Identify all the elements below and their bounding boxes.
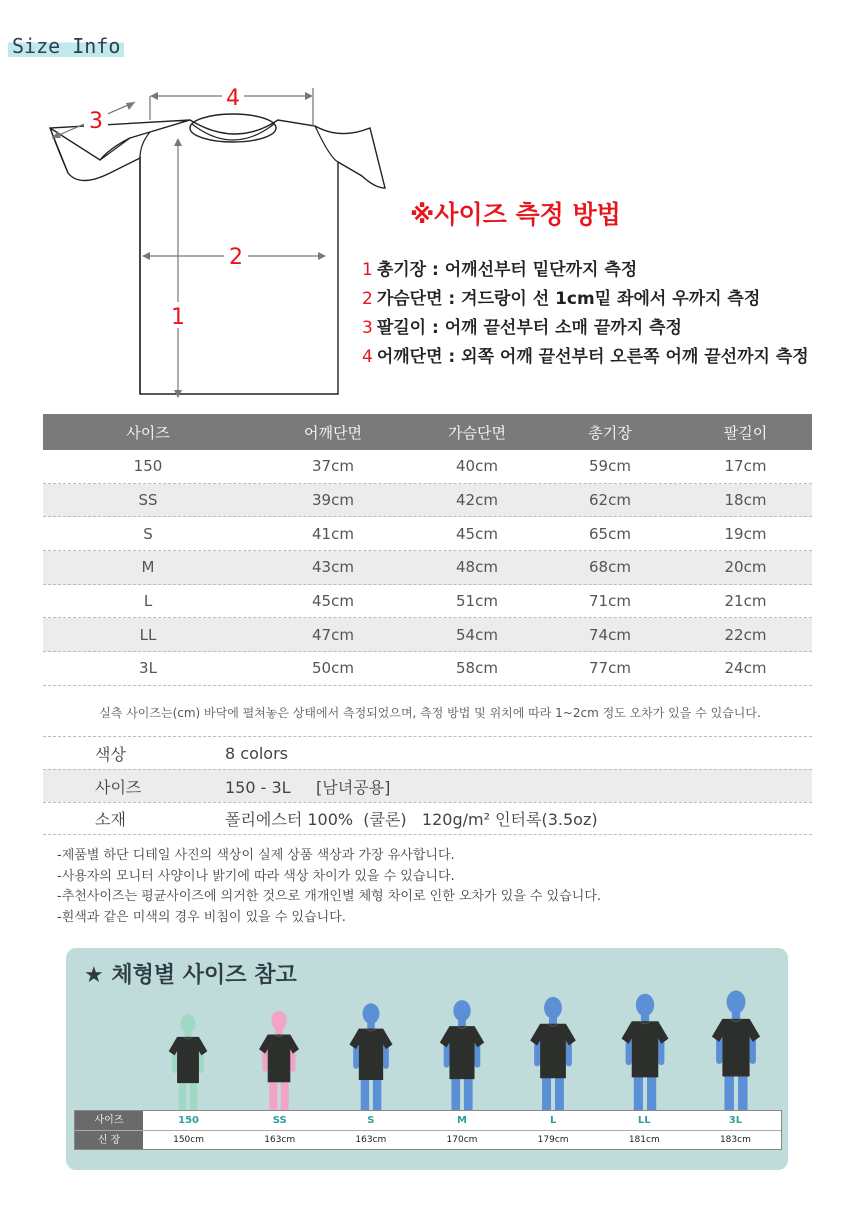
table-cell: 62cm bbox=[589, 491, 631, 510]
method-item: 3 팔길이 : 어깨 끝선부터 소매 끝까지 측정 bbox=[362, 318, 682, 338]
height-row: 신 장 150cm 163cm 163cm 170cm 179cm 181cm 183cm bbox=[75, 1130, 781, 1149]
table-cell: 45cm bbox=[456, 524, 498, 543]
body-figure bbox=[336, 990, 406, 1110]
measure-label-2: 2 bbox=[229, 245, 243, 270]
method-item: 4 어깨단면 : 외쪽 어깨 끝선부터 오른쪽 어깨 끝선까지 측정 bbox=[362, 347, 809, 367]
table-cell: 41cm bbox=[312, 524, 354, 543]
body-figure bbox=[244, 990, 314, 1110]
table-cell: 45cm bbox=[312, 592, 354, 611]
size-cell: L bbox=[549, 1115, 557, 1126]
measure-label-1: 1 bbox=[171, 305, 185, 330]
table-row bbox=[43, 450, 812, 484]
table-cell: 51cm bbox=[456, 592, 498, 611]
table-cell: 58cm bbox=[456, 659, 498, 678]
size-cell: M bbox=[457, 1115, 467, 1126]
table-cell: 43cm bbox=[312, 558, 354, 577]
size-cell: SS bbox=[272, 1115, 287, 1126]
method-item: 2 가슴단면 : 겨드랑이 선 1cm밑 좌에서 우까지 측정 bbox=[362, 289, 761, 309]
note-line: -사용자의 모니터 사양이나 밝기에 따라 색상 차이가 있을 수 있습니다. bbox=[57, 868, 455, 884]
table-cell: 71cm bbox=[589, 592, 631, 611]
height-cell: 163cm bbox=[264, 1135, 296, 1145]
table-cell: 19cm bbox=[724, 524, 767, 543]
table-cell: 48cm bbox=[456, 558, 498, 577]
height-cell: 150cm bbox=[173, 1135, 205, 1145]
table-cell: 47cm bbox=[312, 625, 354, 644]
table-row bbox=[43, 585, 812, 619]
table-cell: 59cm bbox=[589, 457, 631, 476]
spec-row-color: 색상 8 colors bbox=[43, 736, 812, 769]
body-figure bbox=[701, 990, 771, 1110]
table-cell: 68cm bbox=[589, 558, 631, 577]
method-item: 1 총기장 : 어깨선부터 밑단까지 측정 bbox=[362, 260, 638, 280]
table-cell: 150 bbox=[133, 457, 163, 476]
body-figures bbox=[74, 990, 782, 1110]
table-cell: 77cm bbox=[589, 659, 631, 678]
note-line: -제품별 하단 디테일 사진의 색상이 실제 상품 색상과 가장 유사합니다. bbox=[57, 848, 455, 863]
body-reference-title: ★ 체형별 사이즈 참고 bbox=[84, 963, 297, 988]
table-cell: 20cm bbox=[724, 558, 767, 577]
note-line: -흰색과 같은 미색의 경우 비침이 있을 수 있습니다. bbox=[57, 909, 346, 925]
measurement-note: 실측 사이즈는(cm) 바닥에 펼쳐놓은 상태에서 측정되었으며, 측정 방법 및 위치에 따라 1~2cm 정도 오차가 있을 수 있습니다. bbox=[99, 706, 761, 720]
size-table bbox=[43, 414, 812, 686]
table-cell: 18cm bbox=[724, 491, 767, 510]
height-cell: 179cm bbox=[537, 1135, 569, 1145]
table-cell: 40cm bbox=[456, 457, 498, 476]
size-table-header: 사이즈 어깨단면 가슴단면 총기장 팔길이 bbox=[43, 414, 812, 450]
height-cell: 183cm bbox=[719, 1135, 751, 1145]
table-cell: 65cm bbox=[589, 524, 631, 543]
table-cell: L bbox=[143, 592, 153, 611]
body-figure bbox=[153, 990, 223, 1110]
measure-label-3: 3 bbox=[89, 109, 103, 134]
size-cell: 150 bbox=[178, 1115, 199, 1126]
table-cell: 24cm bbox=[724, 659, 767, 678]
body-reference-table bbox=[74, 1110, 782, 1150]
product-notes bbox=[57, 846, 601, 928]
size-cell: S bbox=[367, 1115, 375, 1126]
table-cell: 50cm bbox=[312, 659, 354, 678]
note-line: -추천사이즈는 평균사이즈에 의거한 것으로 개개인별 체형 차이로 인한 오차가 있을 수 있습니다. bbox=[57, 889, 602, 904]
table-row bbox=[43, 517, 812, 551]
table-cell: 37cm bbox=[312, 457, 354, 476]
size-row: 사이즈 150 SS S M L LL 3L bbox=[75, 1111, 781, 1130]
body-figure bbox=[610, 990, 680, 1110]
tshirt-diagram bbox=[40, 78, 400, 408]
table-cell: 54cm bbox=[456, 625, 498, 644]
size-info-tag: Size Info bbox=[8, 34, 124, 58]
table-cell: S bbox=[143, 524, 153, 543]
table-row bbox=[43, 551, 812, 585]
table-cell: 39cm bbox=[312, 491, 354, 510]
tshirt-outline bbox=[50, 120, 385, 394]
method-list bbox=[362, 256, 809, 372]
spec-row-material: 소재 폴리에스터 100% (쿨론) 120g/m² 인터록(3.5oz) bbox=[43, 802, 812, 835]
spec-table bbox=[43, 736, 812, 835]
table-cell: 3L bbox=[139, 659, 157, 678]
method-title: ※사이즈 측정 방법 bbox=[410, 200, 621, 229]
table-cell: M bbox=[141, 558, 155, 577]
table-cell: 74cm bbox=[589, 625, 631, 644]
body-figure bbox=[427, 990, 497, 1110]
spec-row-size: 사이즈 150 - 3L [남녀공용] bbox=[43, 769, 812, 802]
body-figure bbox=[518, 990, 588, 1110]
table-row bbox=[43, 652, 812, 686]
table-cell: LL bbox=[139, 625, 157, 644]
table-cell: 42cm bbox=[456, 491, 498, 510]
height-cell: 181cm bbox=[628, 1135, 660, 1145]
table-cell: 21cm bbox=[724, 592, 767, 611]
table-cell: SS bbox=[138, 491, 158, 510]
table-cell: 22cm bbox=[724, 625, 767, 644]
height-cell: 163cm bbox=[355, 1135, 387, 1145]
measure-label-4: 4 bbox=[226, 86, 240, 111]
size-cell: 3L bbox=[728, 1115, 743, 1126]
table-cell: 17cm bbox=[724, 457, 767, 476]
height-cell: 170cm bbox=[446, 1135, 478, 1145]
size-cell: LL bbox=[637, 1115, 651, 1126]
table-row bbox=[43, 484, 812, 518]
table-row bbox=[43, 618, 812, 652]
